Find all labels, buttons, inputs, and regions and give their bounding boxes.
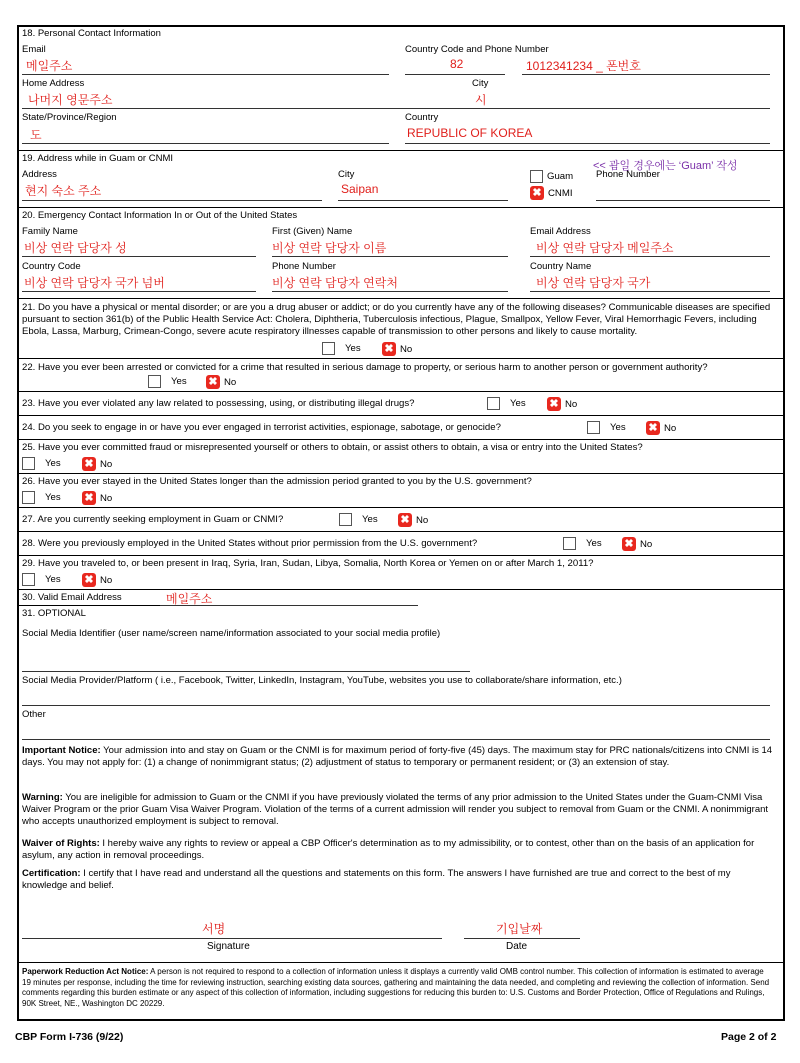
divider [17,962,785,963]
q26-yes-option[interactable] [22,491,61,504]
certification-notice [22,868,774,892]
phone-20-label: Phone Number [272,261,336,272]
q21-no-option[interactable] [382,342,412,356]
home-address-value[interactable]: 나머지 영문주소 [28,93,113,107]
city-19-value[interactable]: Saipan [341,182,379,196]
q23-no-option[interactable] [547,397,577,411]
q27-yes-label: Yes [362,514,378,525]
divider [17,589,785,590]
question-21 [22,302,777,338]
phone-label: Country Code and Phone Number [405,44,549,55]
email-underline [22,74,389,75]
city-value[interactable]: 시 [475,93,487,107]
first-name-underline [272,256,508,257]
divider [17,391,785,392]
phone-underline [522,74,770,75]
home-address-underline [22,108,770,109]
question-27: 27. Are you currently seeking employment in Guam or CNMI? [22,514,284,525]
q27-no-checked-x-icon[interactable]: ✖ [398,513,412,527]
signature-value[interactable]: 서명 [202,922,226,936]
q23-yes-label: Yes [510,398,526,409]
social-id-label: Social Media Identifier (user name/screen name/information associated to your social media profile) [22,628,441,639]
date-underline [464,938,580,939]
q27-yes-checkbox[interactable] [339,513,352,526]
address-label: Address [22,169,57,180]
q22-yes-checkbox[interactable] [148,375,161,388]
q28-no-checked-x-icon[interactable]: ✖ [622,537,636,551]
guam-option[interactable] [530,170,573,183]
q27-no-option[interactable] [398,513,428,527]
social-provider-label: Social Media Provider/Platform ( i.e., Facebook, Twitter, LinkedIn, Instagram, YouTube, websites you use to collaborate/share information, etc.) [22,675,622,686]
q21-yes-checkbox[interactable] [322,342,335,355]
signature-underline [22,938,442,939]
country-name-value[interactable]: 비상 연락 담당자 국가 [536,276,651,290]
paperwork-title: Paperwork Reduction Act Notice: [22,967,149,976]
q22-no-label: No [224,376,237,388]
q26-yes-checkbox[interactable] [22,491,35,504]
question-28: 28. Were you previously employed in the United States without prior permission from the U.S. government? [22,538,478,549]
other-label: Other [22,709,46,720]
city-19-label: City [338,169,355,180]
country-value[interactable]: REPUBLIC OF KOREA [407,126,533,140]
question-24: 24. Do you seek to engage in or have you ever engaged in terrorist activities, espionage, sabotage, or genocide? [22,422,501,433]
section-31-title: 31. OPTIONAL [22,608,86,619]
q22-yes-label: Yes [171,376,187,387]
country-name-label: Country Name [530,261,592,272]
waiver-notice [22,838,774,862]
q28-no-label: No [640,538,653,550]
country-underline [405,143,770,144]
q25-yes-checkbox[interactable] [22,457,35,470]
country-name-underline [530,291,770,292]
question-26: 26. Have you ever stayed in the United States longer than the admission period granted to you by the U.S. government? [22,476,532,487]
country-label: Country [405,112,439,123]
question-21-text: 21. Do you have a physical or mental disorder; or are you a drug abuser or addict; or do you currently have any of the following diseases? Communicable diseases are specified pursuant to section 361(b) of the Public Health Service Act: Cholera, Diphtheria, Tuberculosis infectious, Plague, Smallpox, Yellow Fever, Viral Hemorrhagic Fevers, including Ebola, Lassa, Marburg, Crimean-Congo, severe acute respiratory illnesses capable of transmission to other persons and likely to cause mortality. [22,302,771,337]
q25-yes-option[interactable] [22,457,61,470]
section-18-title: 18. Personal Contact Information [22,28,161,39]
warning-notice-title: Warning: [22,792,63,803]
country-code-20-underline [22,291,256,292]
q23-yes-checkbox[interactable] [487,397,500,410]
divider [17,439,785,440]
q29-no-option[interactable] [82,573,112,587]
address-value[interactable]: 현지 숙소 주소 [25,184,102,198]
q21-no-label: No [400,343,413,355]
waiver-notice-text: I hereby waive any rights to review or appeal a CBP Officer's determination as to my admissibility, or to contest, other than on the basis of an application for asylum, any action in removal proceedings. [22,838,755,861]
first-name-value[interactable]: 비상 연락 담당자 이름 [272,241,387,255]
first-name-label: First (Given) Name [272,226,353,237]
q22-no-checked-x-icon[interactable]: ✖ [206,375,220,389]
country-code-20-label: Country Code [22,261,81,272]
certification-text: I certify that I have read and understand all the questions and statements on this form. The answers I have furnished are true and correct to the best of my knowledge and belief. [22,868,731,891]
q29-no-label: No [100,574,113,586]
cnmi-option-label: CNMI [548,187,573,199]
paperwork-text: A person is not required to respond to a collection of information unless it displays a currently valid OMB control number. This collection of information is estimated to average 19 minutes per response, including the time for reviewing instruction, searching existing data sources, gathering and maintaining the data needed, and completing and reviewing the collection of information. Send comments regarding this burden estimate or any aspect of this collection of information, including suggestions for reducing this burden to: U.S. Customs and Border Protection, Office of Regulations and Rulings, 90K Street, NE., Washington DC 20229. [22,967,770,1008]
q29-yes-label: Yes [45,574,61,585]
date-value[interactable]: 기입날짜 [496,922,543,936]
waiver-notice-title: Waiver of Rights: [22,838,100,849]
guam-option-label: Guam [547,171,574,182]
state-underline [22,143,389,144]
q23-no-label: No [565,398,578,410]
phone-value[interactable]: 1012341234 _ 폰번호 [526,59,641,73]
divider [17,415,785,416]
warning-notice [22,792,774,828]
divider [17,207,785,208]
q24-yes-option[interactable] [587,421,626,434]
q23-no-checked-x-icon[interactable]: ✖ [547,397,561,411]
valid-email-underline [160,605,418,606]
q26-yes-label: Yes [45,492,61,503]
phone-20-underline [272,291,508,292]
important-notice-title: Important Notice: [22,745,101,756]
q27-yes-option[interactable] [339,513,378,526]
paperwork-notice [22,967,774,1009]
question-22-text: 22. Have you ever been arrested or convicted for a crime that resulted in serious damage to property, or serious harm to another person or government authority? [22,362,708,373]
cnmi-option[interactable] [530,186,573,200]
q25-no-option[interactable] [82,457,112,471]
section-30-label: 30. Valid Email Address [22,592,122,603]
q24-no-option[interactable] [646,421,676,435]
email-label: Email [22,44,46,55]
divider [17,555,785,556]
state-label: State/Province/Region [22,112,117,123]
cnmi-checked-x-icon[interactable]: ✖ [530,186,544,200]
state-value[interactable]: 도 [30,128,42,142]
question-23: 23. Have you ever violated any law related to possessing, using, or distributing illegal drugs? [22,398,415,409]
q25-yes-label: Yes [45,458,61,469]
q24-no-label: No [664,422,677,434]
q22-yes-option[interactable] [148,375,187,388]
q24-yes-checkbox[interactable] [587,421,600,434]
q28-yes-label: Yes [586,538,602,549]
phone-19-underline [596,200,770,201]
section-20-title: 20. Emergency Contact Information In or Out of the United States [22,210,298,221]
q24-yes-label: Yes [610,422,626,433]
other-underline[interactable] [22,739,770,740]
question-22 [22,362,742,374]
city-label: City [472,78,489,89]
phone-19-label: Phone Number [596,169,660,180]
emergency-email-value[interactable]: 비상 연락 담당자 메일주소 [536,241,674,255]
q29-yes-option[interactable] [22,573,61,586]
divider [17,358,785,359]
city-19-underline [338,200,508,201]
q26-no-label: No [100,492,113,504]
question-25: 25. Have you ever committed fraud or misrepresented yourself or others to obtain, or assist others to obtain, a visa or entry into the United States? [22,442,643,453]
divider [17,473,785,474]
page-number: Page 2 of 2 [721,1031,777,1043]
important-notice-text: Your admission into and stay on Guam or the CNMI is for maximum period of forty-five (45) days. The maximum stay for PRC nationals/citizens into CNMI is 14 days. You may not apply for: (1) a change of nonimmigrant status; (2) adjustment of status to temporary or permanent resident; or (3) an extension of stay. [22,745,773,768]
divider [17,150,785,151]
country-code-20-value[interactable]: 비상 연락 담당자 국가 넘버 [24,276,165,290]
q23-yes-option[interactable] [487,397,526,410]
divider [17,507,785,508]
q26-no-checked-x-icon[interactable]: ✖ [82,491,96,505]
family-name-value[interactable]: 비상 연락 담당자 성 [24,241,127,255]
email-value[interactable]: 메일주소 [26,59,73,73]
divider [17,605,160,606]
emergency-email-underline [530,256,770,257]
q21-no-checked-x-icon[interactable]: ✖ [382,342,396,356]
social-provider-underline[interactable] [22,705,770,706]
guam-note: << 괌일 경우에는 ‘Guam’ 작성 [593,160,738,172]
guam-checkbox[interactable] [530,170,543,183]
q24-no-checked-x-icon[interactable]: ✖ [646,421,660,435]
country-code-value[interactable]: 82 [450,57,464,71]
phone-20-value[interactable]: 비상 연락 담당자 연락처 [272,276,398,290]
country-code-underline [405,74,505,75]
q29-no-checked-x-icon[interactable]: ✖ [82,573,96,587]
valid-email-value[interactable]: 메일주소 [166,592,213,606]
q21-yes-option[interactable] [322,342,361,355]
home-address-label: Home Address [22,78,85,89]
q28-no-option[interactable] [622,537,652,551]
divider [17,531,785,532]
family-name-label: Family Name [22,226,78,237]
q22-no-option[interactable] [206,375,236,389]
q21-yes-label: Yes [345,343,361,354]
q25-no-checked-x-icon[interactable]: ✖ [82,457,96,471]
q29-yes-checkbox[interactable] [22,573,35,586]
q26-no-option[interactable] [82,491,112,505]
q25-no-label: No [100,458,113,470]
section-19-title: 19. Address while in Guam or CNMI [22,153,174,164]
q27-no-label: No [416,514,429,526]
warning-notice-text: You are ineligible for admission to Guam or the CNMI if you have previously violated the terms of any prior admission to the United States under the Guam-CNMI Visa Waiver Program or the prior Guam Visa Waiver Program. Violation of the terms of a current admission will render you subject to removal from Guam or the CNMI. A nonimmigrant who accepts unauthorized employment is subject to removal. [22,792,769,827]
form-id: CBP Form I-736 (9/22) [15,1031,124,1043]
question-29: 29. Have you traveled to, or been present in Iraq, Syria, Iran, Sudan, Libya, Somalia, North Korea or Yemen on or after March 1, 2011? [22,558,594,569]
certification-title: Certification: [22,868,81,879]
signature-label: Signature [207,941,250,952]
address-underline [22,200,322,201]
date-label: Date [506,941,528,952]
emergency-email-label: Email Address [530,226,591,237]
q28-yes-option[interactable] [563,537,602,550]
important-notice [22,745,774,769]
q28-yes-checkbox[interactable] [563,537,576,550]
social-id-underline[interactable] [22,671,470,672]
divider [17,298,785,299]
family-name-underline [22,256,256,257]
